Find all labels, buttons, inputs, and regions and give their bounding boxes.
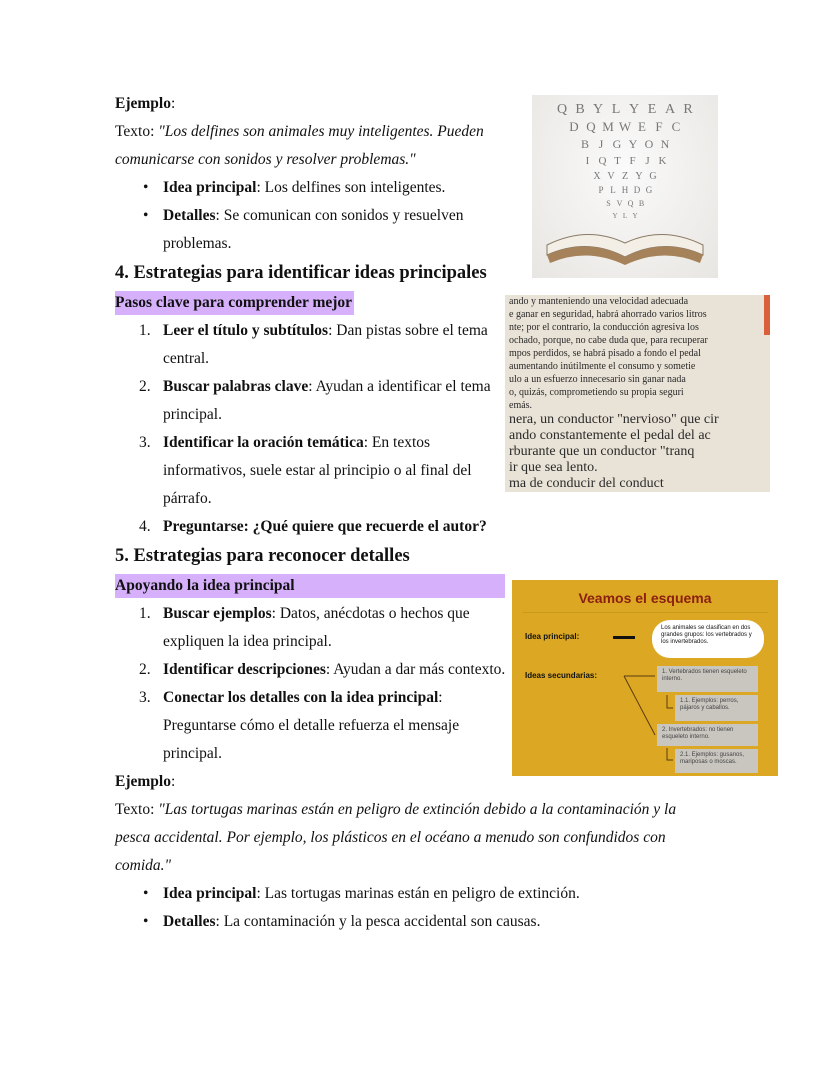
book-letter: H <box>621 185 629 195</box>
schema-box: 1. Vertebrados tienen esqueleto interno. <box>657 666 758 692</box>
photo-line: nera, un conductor "nervioso" que cir <box>509 412 719 427</box>
example-2: Ejemplo: Texto: "Las tortugas marinas están en peligro de extinción debido a la contaminación y la pesca accidental. Por ejemplo, los plásticos en el océano a menudo son confundidos con comida." • Idea principal: Las tortugas marinas están en peligro de extinción. • Detalles: La contaminación y la pesca accidental son causas. <box>115 768 715 936</box>
photo-line: ochado, porque, no cabe duda que, para recuperar <box>509 335 708 346</box>
book-letter: D <box>569 119 579 134</box>
list-item: 1. Leer el título y subtítulos: Dan pistas sobre el tema central. <box>139 322 488 367</box>
section-4-steps <box>115 317 507 541</box>
book-letter: I <box>585 155 590 167</box>
book-letters-image <box>532 95 718 278</box>
book-letter: L <box>622 212 628 220</box>
text-label: Texto: <box>115 801 155 818</box>
book-letter: G <box>612 137 622 151</box>
book-letter: Y <box>628 137 638 151</box>
example-label: Ejemplo <box>115 773 171 790</box>
list-item: • Idea principal: Las tortugas marinas están en peligro de extinción. <box>115 880 715 908</box>
book-letter: Q <box>556 102 568 117</box>
book-letter: Q <box>598 155 607 167</box>
photo-line: ma de conducir del conduct <box>509 476 664 491</box>
main-idea-cloud: Los animales se clasifican en dos grandes grupos: los vertebrados y los invertebrados. <box>652 620 764 658</box>
open-book-illustration <box>532 95 718 278</box>
section-5-highlight: Apoyando la idea principal <box>115 574 505 598</box>
list-item: 3. Identificar la oración temática: En textos informativos, suele estar al principio o al final del párrafo. <box>139 434 472 507</box>
book-letter: B <box>580 137 590 151</box>
list-item: • Detalles: La contaminación y la pesca accidental son causas. <box>115 908 715 936</box>
section-5-steps <box>115 600 507 768</box>
book-letter: K <box>658 155 667 167</box>
photo-line: emás. <box>509 400 533 411</box>
book-letter: J <box>598 137 604 151</box>
main-idea-label: Idea principal: <box>525 632 580 641</box>
schema-box: 1.1. Ejemplos: perros, pájaros y caballos. <box>675 695 758 721</box>
book-letter: N <box>660 137 670 151</box>
list-item: 2. Identificar descripciones: Ayudan a dar más contexto. <box>139 661 506 678</box>
book-letter: L <box>610 185 616 195</box>
photo-line: o, quizás, comprometiendo su propia seguri <box>509 387 684 398</box>
book-letter: O <box>644 137 654 151</box>
book-letter: S <box>606 199 611 208</box>
example-1: Ejemplo: Texto: "Los delfines son animales muy inteligentes. Pueden comunicarse con sonidos y resolver problemas." • Idea principal: Los delfines son inteligentes. • Detalles: Se comunican con sonidos y resuelven problemas. <box>115 90 507 258</box>
book-letter: B <box>575 102 585 117</box>
text-label: Texto: <box>115 123 155 140</box>
example-quote: "Los delfines son animales muy inteligentes. Pueden comunicarse con sonidos y resolver problemas." <box>115 123 484 168</box>
section-4-highlight: Pasos clave para comprender mejor <box>115 291 354 315</box>
book-letter: F <box>629 155 636 167</box>
photo-line: ando y manteniendo una velocidad adecuada <box>509 296 689 307</box>
schema-image <box>512 580 778 776</box>
section-5-heading: 5. Estrategias para reconocer detalles <box>115 546 410 566</box>
book-letter: T <box>614 155 621 167</box>
list-item: • Idea principal: Los delfines son inteligentes. <box>115 174 507 202</box>
example-quote: "Las tortugas marinas están en peligro de extinción debido a la contaminación y la pesca accidental. Por ejemplo, los plásticos en el océano a menudo son confundidos con comida." <box>115 801 677 874</box>
book-letter: B <box>638 199 645 208</box>
book-letter: W <box>618 119 632 134</box>
book-letter: V <box>616 199 623 208</box>
book-letter: Y <box>592 102 604 117</box>
schema-box: 2. Invertebrados: no tienen esqueleto interno. <box>657 724 758 746</box>
book-letter: G <box>649 171 657 182</box>
book-letter: F <box>655 119 663 134</box>
book-letter: V <box>607 171 615 182</box>
photo-line: aumentando inútilmente el consumo y sometie <box>509 361 696 372</box>
document-body <box>115 90 825 936</box>
schema-title: Veamos el esquema <box>578 590 712 606</box>
text-page-photo <box>505 295 770 492</box>
book-letter: C <box>671 119 681 134</box>
photo-line: rburante que un conductor "tranq <box>509 444 695 459</box>
book-letter: J <box>645 155 650 167</box>
book-letter: Q <box>586 119 596 134</box>
list-item: 2. Buscar palabras clave: Ayudan a identificar el tema principal. <box>139 378 491 423</box>
photo-line: ando constantemente el pedal del ac <box>509 428 711 443</box>
book-letter: Y <box>632 212 638 220</box>
photo-line: ir que sea lento. <box>509 460 598 475</box>
list-item: 4. Preguntarse: ¿Qué quiere que recuerde el autor? <box>139 518 487 535</box>
book-letter: P <box>598 185 604 195</box>
book-letter: Q <box>627 199 634 208</box>
book-letter: A <box>664 102 676 117</box>
book-letter: Y <box>635 171 643 182</box>
photo-text <box>509 295 764 492</box>
book-letter: D <box>633 185 641 195</box>
list-item: 1. Buscar ejemplos: Datos, anécdotas o hechos que expliquen la idea principal. <box>139 605 470 650</box>
book-letter: Z <box>621 171 629 182</box>
example-label: Ejemplo <box>115 95 171 112</box>
book-letter: R <box>683 102 693 117</box>
book-letter: G <box>645 185 653 195</box>
schema-box: 2.1. Ejemplos: gusanos, mariposas o moscas. <box>675 749 758 773</box>
list-item: • Detalles: Se comunican con sonidos y resuelven problemas. <box>115 202 507 258</box>
photo-line: ulo a un esfuerzo innecesario sin ganar nada <box>509 374 686 385</box>
book-letter: Y <box>628 102 640 117</box>
photo-line: mpos perdidos, se habrá pisado a fondo el pedal <box>509 348 701 359</box>
book-letter: L <box>611 102 621 117</box>
photo-line: e ganar en seguridad, habrá ahorrado varios litros <box>509 309 707 320</box>
secondary-ideas-label: Ideas secundarias: <box>525 671 598 680</box>
book-letter: E <box>647 102 657 117</box>
book-letter: Y <box>612 212 618 220</box>
list-item: 3. Conectar los detalles con la idea principal: Preguntarse cómo el detalle refuerza el mensaje principal. <box>139 689 460 762</box>
book-letter: E <box>638 119 646 134</box>
photo-line: nte; por el contrario, la conducción agresiva los <box>509 322 699 333</box>
section-4-heading: 4. Estrategias para identificar ideas principales <box>115 263 487 283</box>
book-letter: X <box>593 171 601 182</box>
book-letter: M <box>602 119 614 134</box>
